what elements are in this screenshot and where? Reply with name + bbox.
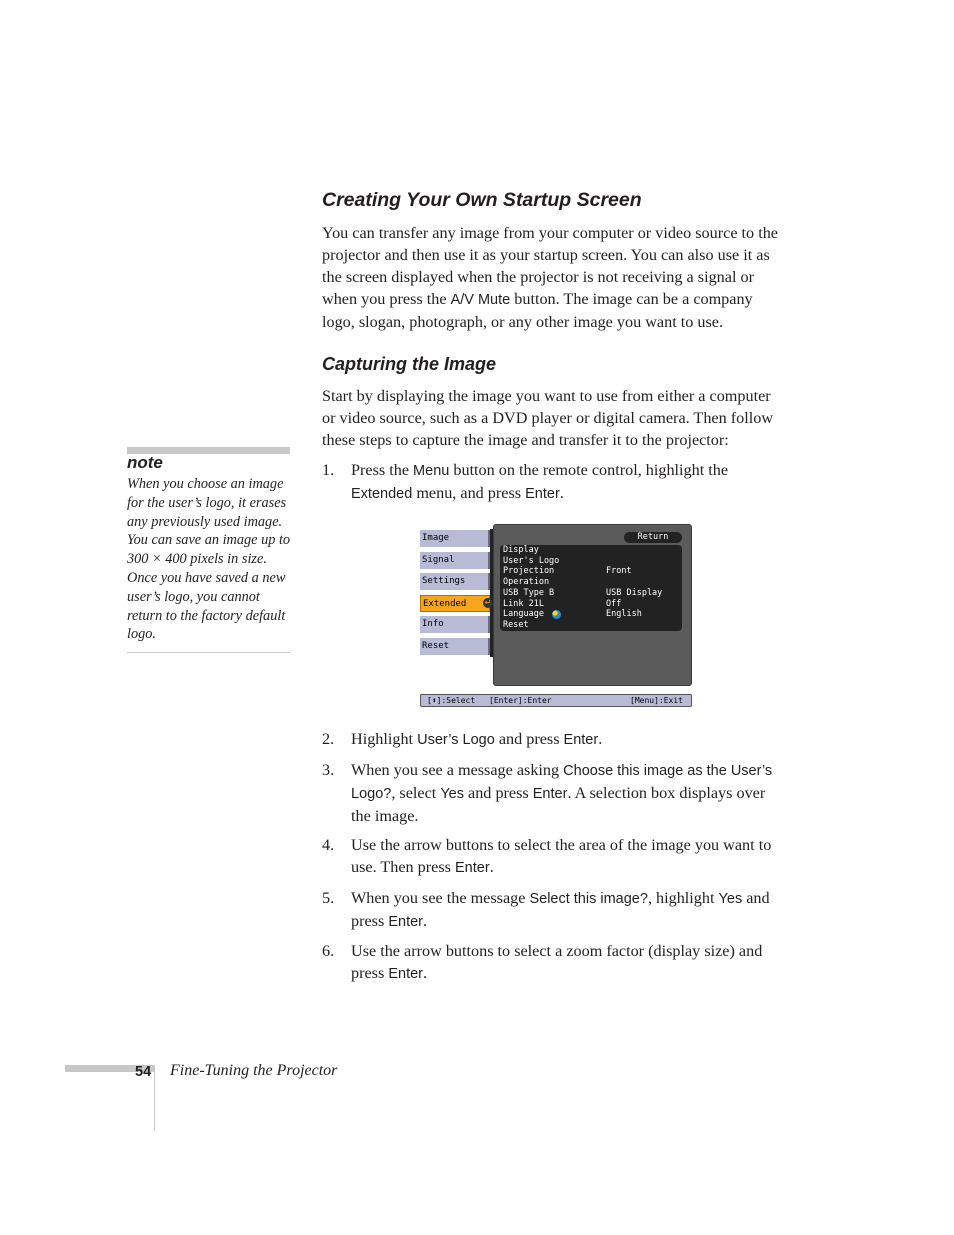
status-enter: [Enter]:Enter — [489, 696, 552, 705]
step-text: Highlight User’s Logo and press Enter. — [351, 730, 603, 748]
step-text: Press the Menu button on the remote control, highlight the Extended menu, and press Enter. — [351, 461, 729, 502]
intro-paragraph — [322, 222, 788, 333]
step-number: 4. — [322, 836, 335, 854]
step-number: 5. — [322, 889, 335, 907]
submenu-row: User's Logo — [503, 555, 560, 566]
section-title: Creating Your Own Startup Screen — [322, 189, 642, 211]
step-6 — [322, 940, 788, 984]
subsection-title: Capturing the Image — [322, 354, 497, 374]
submenu-row: Projection — [503, 566, 555, 577]
step-number: 2. — [322, 730, 335, 748]
menu-separator — [490, 529, 493, 657]
menu-status-bar — [420, 694, 692, 707]
av-mute-label: A/V Mute — [450, 292, 511, 308]
page-number: 54 — [135, 1064, 152, 1080]
step-5 — [322, 887, 788, 931]
note-rule — [127, 652, 290, 653]
step-text: When you see the message Select this image?, highlight Yes and press Enter. — [351, 889, 770, 930]
submenu-value: Front — [606, 566, 632, 577]
submenu-row: Reset — [503, 619, 529, 630]
menu-item-extended: Extended ↵ — [420, 595, 490, 612]
enter-icon: ↵ — [484, 598, 492, 607]
return-label: Return — [624, 532, 682, 543]
submenu-row: Language — [503, 609, 544, 620]
menu-item-image: Image — [420, 530, 490, 547]
projector-menu-screenshot — [418, 523, 692, 708]
step-text: When you see a message asking Choose this image as the User’s Logo?, select Yes and press Enter. A selection box displays over the image. — [351, 761, 773, 825]
step-number: 3. — [322, 761, 335, 779]
menu-item-info: Info — [420, 616, 490, 633]
step-4 — [322, 834, 788, 878]
step-number: 1. — [322, 461, 335, 479]
submenu-row: USB Type B — [503, 587, 555, 598]
chapter-title: Fine-Tuning the Projector — [170, 1062, 338, 1079]
step-text: Use the arrow buttons to select a zoom factor (display size) and press Enter. — [351, 942, 763, 982]
intro-text-1: You can transfer any image from your computer or video source to the projector and then use it as your startup screen. You can also use it as the screen displayed when the projector is not receiving a signal or when you press the — [322, 224, 778, 308]
footer-divider — [154, 1065, 155, 1131]
intro-text-2: button. The image can be a company logo, slogan, photograph, or any other image you want to use. — [322, 290, 753, 331]
submenu-value: USB Display — [606, 587, 663, 598]
status-select: [⬍]:Select — [427, 696, 476, 705]
note-text: When you choose an image for the user’s logo, it erases any previously used image. You can save an image up to 300 × 400 pixels in size. Once you have saved a new user’s logo, you cannot return to the factory default logo. — [127, 476, 291, 643]
menu-item-reset: Reset — [420, 638, 490, 655]
menu-item-signal: Signal — [420, 552, 490, 569]
capture-intro: Start by displaying the image you want to use from either a computer or video source, such as a DVD player or digital camera. Then follow these steps to capture the image and transfer it to the projector: — [322, 387, 774, 449]
step-1 — [322, 459, 788, 503]
step-3 — [322, 759, 788, 825]
submenu-row: Display — [503, 545, 539, 555]
submenu-value: Off — [606, 598, 622, 609]
submenu-row: Link 21L — [503, 598, 544, 609]
status-exit: [Menu]:Exit — [630, 696, 683, 705]
step-text: Use the arrow buttons to select the area of the image you want to use. Then press Enter. — [351, 836, 772, 876]
note-title: note — [127, 453, 163, 472]
step-2 — [322, 728, 788, 750]
menu-item-settings: Settings — [420, 573, 490, 590]
submenu-row: Operation — [503, 577, 550, 588]
step-number: 6. — [322, 942, 335, 960]
submenu-value: English — [606, 609, 642, 620]
globe-icon — [552, 610, 561, 619]
